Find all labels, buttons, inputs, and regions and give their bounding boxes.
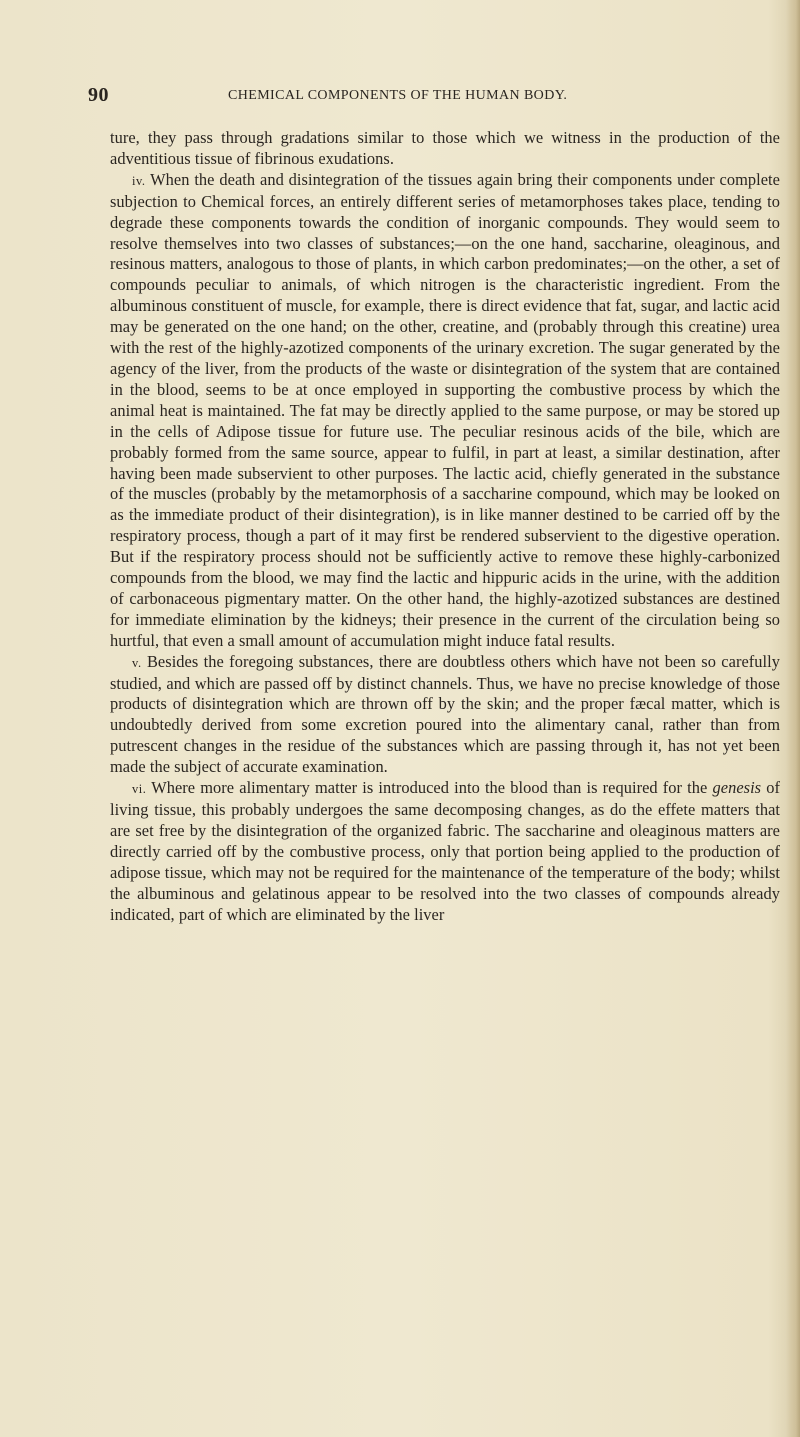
page-edge-shadow: [786, 0, 800, 1437]
paragraph-text: When the death and disintegration of the tissues again bring their components under complete subjection to Chemical forces, an entirely different series of metamorphoses takes place, tending to degrade these components towards the condition of inorganic compounds. They would seem to resolve themselves into two classes of substances;—on the one hand, saccharine, oleaginous, and resinous matters, analogous to those of plants, in which carbon predominates;—on the other, a set of compounds peculiar to animals, of which nitrogen is the characteristic ingredient. From the albuminous constituent of muscle, for example, there is direct evidence that fat, sugar, and lactic acid may be generated on the one hand; on the other, creatine, and (probably through this creatine) urea with the rest of the highly-azotized components of the urinary excretion. The sugar generated by the agency of the liver, from the products of the waste or disintegration of the system that are contained in the blood, seems to be at once employed in supporting the combustive process by which the animal heat is maintained. The fat may be directly applied to the same purpose, or may be stored up in the cells of Adipose tissue for future use. The peculiar resinous acids of the bile, which are probably formed from the same source, appear to fulfil, in part at least, a similar destination, after having been made subservient to other purposes. The lactic acid, chiefly generated in the substance of the muscles (probably by the metamorphosis of a saccharine compound, which may be looked on as the immediate product of their disintegration), is in like manner destined to be carried off by the respiratory process, though a part of it may first be rendered subservient to the digestive operation. But if the respiratory process should not be sufficiently active to remove these highly-carbonized compounds from the blood, we may find the lactic and hippuric acids in the urine, with the addition of carbonaceous pigmentary matter. On the other hand, the highly-azotized substances are destined for immediate elimination by the kidneys; their presence in the current of the circulation being so hurtful, that even a small amount of accumulation might induce fatal results.: [110, 169, 780, 650]
paragraph-number: v.: [132, 655, 142, 670]
paragraph-vi: [110, 778, 780, 925]
paragraph-continued: [110, 128, 780, 170]
body-text: [110, 128, 780, 925]
paragraph-text: ture, they pass through gradations similar to those which we witness in the production of the adventitious tissue of fibrinous exudations.: [110, 128, 780, 168]
running-head: CHEMICAL COMPONENTS OF THE HUMAN BODY.: [228, 88, 568, 103]
paragraph-number: iv.: [132, 173, 146, 188]
page-number: 90: [88, 84, 109, 106]
paragraph-text: Besides the foregoing substances, there are doubtless others which have not been so carefully studied, and which are passed off by distinct channels. Thus, we have no precise knowledge of those products of disintegration which are thrown off by the skin; and the proper fæcal matter, which is undoubtedly derived from some excretion poured into the alimentary canal, rather than from putrescent changes in the residue of the substances which are passing through it, has not yet been made the subject of accurate examination.: [110, 651, 780, 777]
paragraph-text: of living tissue, this probably undergoes the same decomposing changes, as do the effete matters that are set free by the disintegration of the organized fabric. The saccharine and oleaginous matters are directly carried off by the combustive process, only that portion being applied to the production of adipose tissue, which may not be required for the maintenance of the temperature of the body; whilst the albuminous and gelatinous appear to be resolved into the two classes of compounds already indicated, part of which are eliminated by the liver: [110, 778, 781, 924]
paragraph-number: vi.: [132, 782, 147, 797]
paragraph-iv: [110, 170, 780, 652]
paragraph-text: Where more alimentary matter is introduced into the blood than is required for the: [151, 778, 708, 798]
page-header: [88, 84, 718, 106]
italic-term: genesis: [712, 778, 762, 798]
paragraph-v: [110, 652, 780, 778]
